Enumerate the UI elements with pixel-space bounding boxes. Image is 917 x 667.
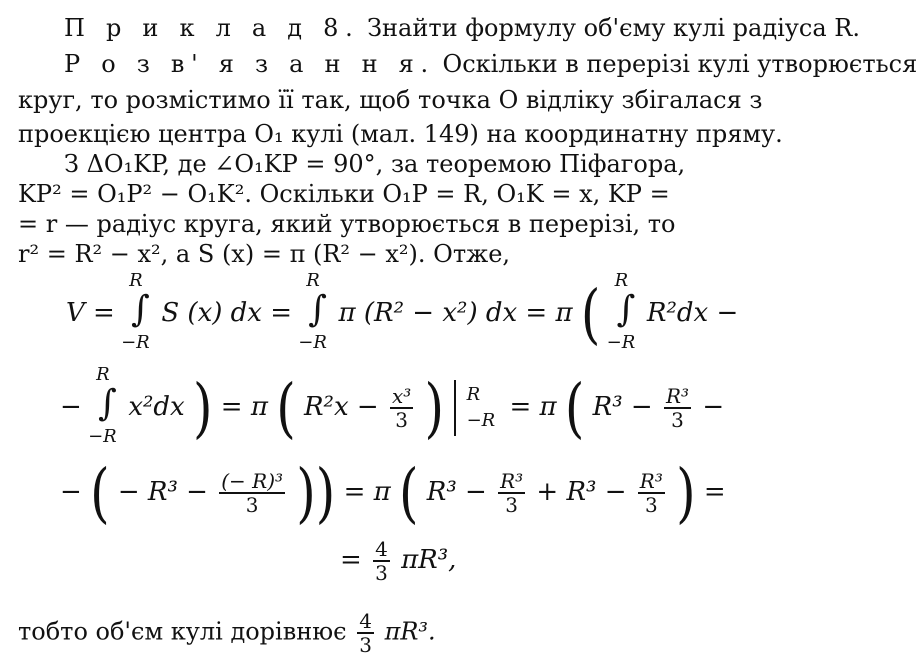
solution-text-1: Оскільки в перерізі кулі утворюється <box>442 50 917 78</box>
eq2-part-a: − <box>60 392 82 422</box>
eq3-part-f: = <box>703 477 726 507</box>
eq1-lhs: V = <box>66 298 115 328</box>
integral-1-lower: −R <box>121 332 150 353</box>
fraction-denominator: 3 <box>671 408 684 432</box>
fraction-numerator: R³ <box>500 469 524 493</box>
integral-1-upper: R <box>129 270 143 291</box>
eq3-part-c: = π <box>343 477 391 507</box>
paren-open: ( <box>398 455 419 531</box>
paren-close: ) <box>193 370 213 446</box>
solution-line-5 <box>18 180 838 208</box>
conclusion-result: πR³. <box>384 617 436 646</box>
fraction-denominator: 3 <box>375 561 388 585</box>
equation-2 <box>60 364 725 448</box>
integral-3-upper: R <box>614 270 629 291</box>
solution-line-4 <box>64 150 844 178</box>
eq2-part-b: x²dx <box>128 392 185 422</box>
double-paren-close: )) <box>296 455 336 531</box>
fraction <box>638 470 665 516</box>
paren-close: ) <box>424 370 445 446</box>
solution-line-6 <box>18 210 838 238</box>
integral-4-upper: R <box>96 364 110 385</box>
eq4-part-a: = <box>340 545 362 575</box>
example-label: П р и к л а д 8. <box>64 14 360 42</box>
eq4-part-b: πR³, <box>401 545 457 575</box>
eq3-part-e: + R³ − <box>536 477 627 507</box>
integral-3-lower: −R <box>606 332 636 353</box>
fraction-numerator: R³ <box>665 384 690 408</box>
paren-open: ( <box>90 455 110 531</box>
integral-sign: ∫ <box>131 289 150 330</box>
solution-text-2: круг, то розмістимо її так, щоб точка O відліку збігалася з <box>18 86 763 114</box>
equation-1 <box>66 270 739 354</box>
solution-text-4: З ΔO₁KP, де ∠O₁KP = 90°, за теоремою Піфагора, <box>64 150 686 178</box>
eq2-part-g: − <box>702 392 725 422</box>
integral-sign: ∫ <box>98 383 117 424</box>
integral-4-lower: −R <box>88 426 117 447</box>
solution-line-3 <box>18 120 838 148</box>
solution-text-3: проекцією центра O₁ кулі (мал. 149) на координатну пряму. <box>18 120 783 148</box>
paren-open: ( <box>580 276 601 352</box>
integral-sign: ∫ <box>308 289 328 330</box>
fraction-numerator: 4 <box>359 609 372 633</box>
fraction-denominator: 3 <box>395 408 408 432</box>
conclusion-text: тобто об'єм кулі дорівнює <box>18 617 347 646</box>
fraction-denominator: 3 <box>505 493 518 517</box>
equation-4 <box>340 538 456 584</box>
fraction-numerator: x³ <box>391 384 412 408</box>
example-heading <box>64 14 860 42</box>
fraction-numerator: 4 <box>375 537 388 561</box>
solution-text-5: KP² = O₁P² − O₁K². Оскільки O₁P = R, O₁K = x, KP = <box>18 180 670 208</box>
solution-line-7 <box>18 240 838 268</box>
eq2-part-c: = π <box>220 392 268 422</box>
solution-text-6: = r — радіус круга, який утворюється в перерізі, то <box>18 210 676 238</box>
fraction-denominator: 3 <box>359 633 372 657</box>
integral-2-upper: R <box>306 270 320 291</box>
eq1-part-b: π (R² − x²) dx = π <box>338 298 573 328</box>
integral-1 <box>121 270 153 354</box>
eq3-part-a: − <box>60 477 82 507</box>
integral-3 <box>606 270 639 354</box>
fraction-numerator: (− R)³ <box>221 469 284 493</box>
eq3-part-d: R³ − <box>426 477 487 507</box>
integral-2 <box>298 270 330 354</box>
integral-4 <box>88 364 120 448</box>
fraction <box>390 385 413 431</box>
fraction <box>373 538 390 584</box>
conclusion <box>18 610 436 656</box>
evaluation-upper: R <box>466 384 481 405</box>
paren-open: ( <box>276 370 296 446</box>
fraction-numerator: R³ <box>639 469 663 493</box>
solution-line-2 <box>18 86 838 114</box>
evaluation-bar <box>454 380 456 436</box>
eq2-part-d: R²x − <box>303 392 379 422</box>
eq1-part-c: R²dx − <box>646 298 739 328</box>
example-title: Знайти формулу об'єму кулі радіуса R. <box>367 14 860 42</box>
eq2-part-e: = π <box>509 392 557 422</box>
evaluation-lower: −R <box>466 410 496 431</box>
solution-text-7: r² = R² − x², а S (x) = π (R² − x²). Отже, <box>18 240 511 268</box>
evaluation-limits <box>467 382 496 434</box>
fraction <box>498 470 525 516</box>
solution-label: Р о з в' я з а н н я. <box>64 50 435 78</box>
fraction-denominator: 3 <box>245 493 259 517</box>
paren-close: ) <box>676 455 696 531</box>
integral-2-lower: −R <box>298 332 327 353</box>
solution-line-1 <box>64 50 917 78</box>
eq1-part-a: S (x) dx = <box>161 298 293 328</box>
fraction <box>664 385 691 431</box>
fraction-denominator: 3 <box>644 493 658 517</box>
eq2-part-f: R³ − <box>592 392 653 422</box>
integral-sign: ∫ <box>616 289 636 330</box>
paren-open: ( <box>564 370 585 446</box>
fraction <box>357 610 374 656</box>
equation-3 <box>60 455 726 531</box>
fraction <box>219 470 285 516</box>
eq3-part-b: − R³ − <box>117 477 208 507</box>
